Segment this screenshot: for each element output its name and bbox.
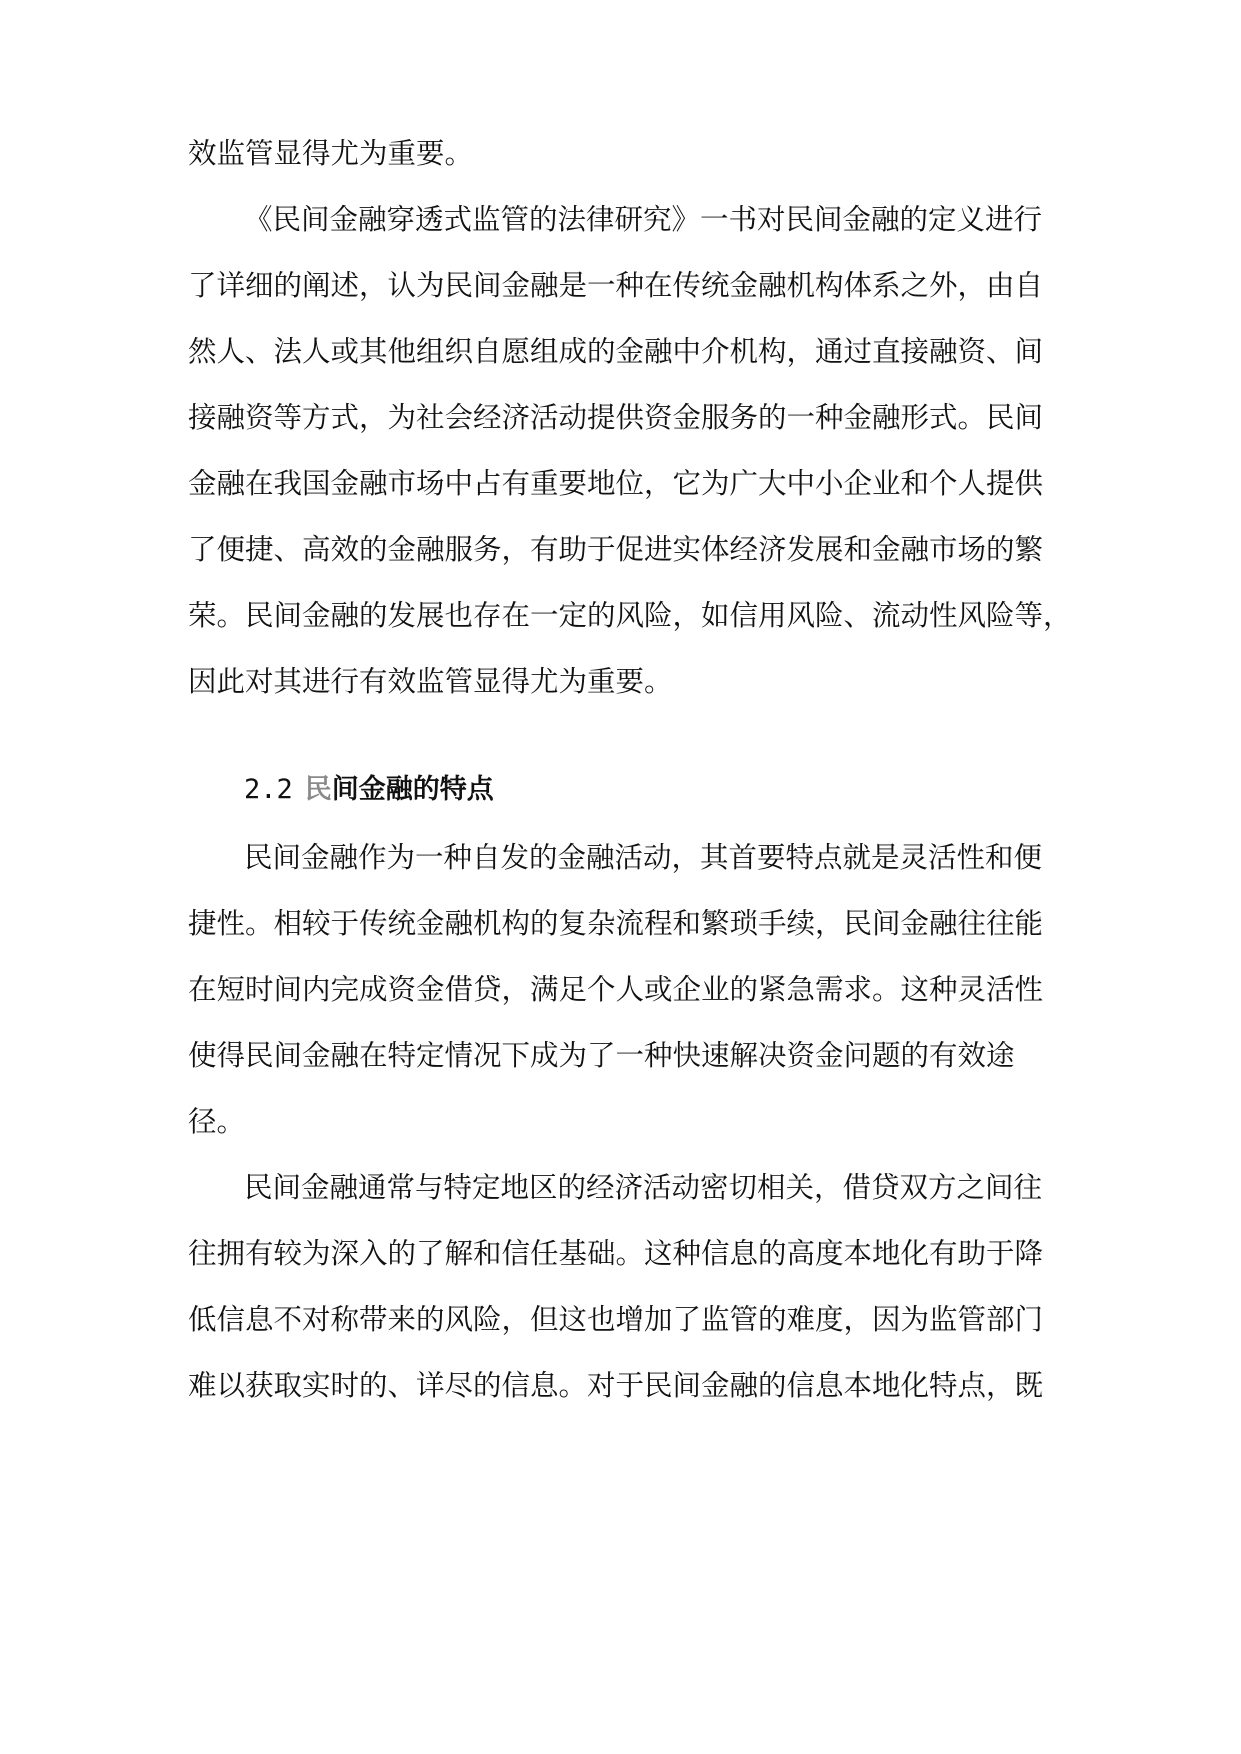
- paragraph-line: 了便捷、高效的金融服务，有助于促进实体经济发展和金融市场的繁: [188, 533, 1044, 566]
- paragraph-line: 民间金融作为一种自发的金融活动，其首要特点就是灵活性和便: [244, 841, 1043, 874]
- section-title: 间金融的特点: [331, 774, 494, 805]
- paragraph-line: 接融资等方式，为社会经济活动提供资金服务的一种金融形式。民间: [188, 401, 1044, 434]
- paragraph-line: 捷性。相较于传统金融机构的复杂流程和繁琐手续，民间金融往往能: [188, 907, 1044, 940]
- paragraph-line: 民间金融通常与特定地区的经济活动密切相关，借贷双方之间往: [244, 1171, 1043, 1204]
- section-title-first-char: 民: [304, 774, 332, 805]
- paragraph-line: 因此对其进行有效监管显得尤为重要。: [188, 665, 673, 698]
- paragraph-line: 使得民间金融在特定情况下成为了一种快速解决资金问题的有效途: [188, 1039, 1015, 1072]
- paragraph-line: 荣。民间金融的发展也存在一定的风险，如信用风险、流动性风险等，: [188, 599, 1072, 632]
- paragraph-line: 然人、法人或其他组织自愿组成的金融中介机构，通过直接融资、间: [188, 335, 1044, 368]
- paragraph-line: 《民间金融穿透式监管的法律研究》一书对民间金融的定义进行: [244, 203, 1043, 236]
- paragraph-line: 效监管显得尤为重要。: [188, 137, 474, 170]
- paragraph-line: 低信息不对称带来的风险，但这也增加了监管的难度，因为监管部门: [188, 1303, 1044, 1336]
- paragraph-line: 了详细的阐述，认为民间金融是一种在传统金融机构体系之外，由自: [188, 269, 1044, 302]
- paragraph-line: 径。: [188, 1105, 246, 1138]
- paragraph-line: 金融在我国金融市场中占有重要地位，它为广大中小企业和个人提供: [188, 467, 1044, 500]
- paragraph-line: 在短时间内完成资金借贷，满足个人或企业的紧急需求。这种灵活性: [188, 973, 1044, 1006]
- paragraph-line: 难以获取实时的、详尽的信息。对于民间金融的信息本地化特点，既: [188, 1369, 1044, 1402]
- paragraph-line: 往拥有较为深入的了解和信任基础。这种信息的高度本地化有助于降: [188, 1237, 1044, 1270]
- section-number: 2.2: [244, 774, 293, 805]
- section-heading: [244, 772, 494, 808]
